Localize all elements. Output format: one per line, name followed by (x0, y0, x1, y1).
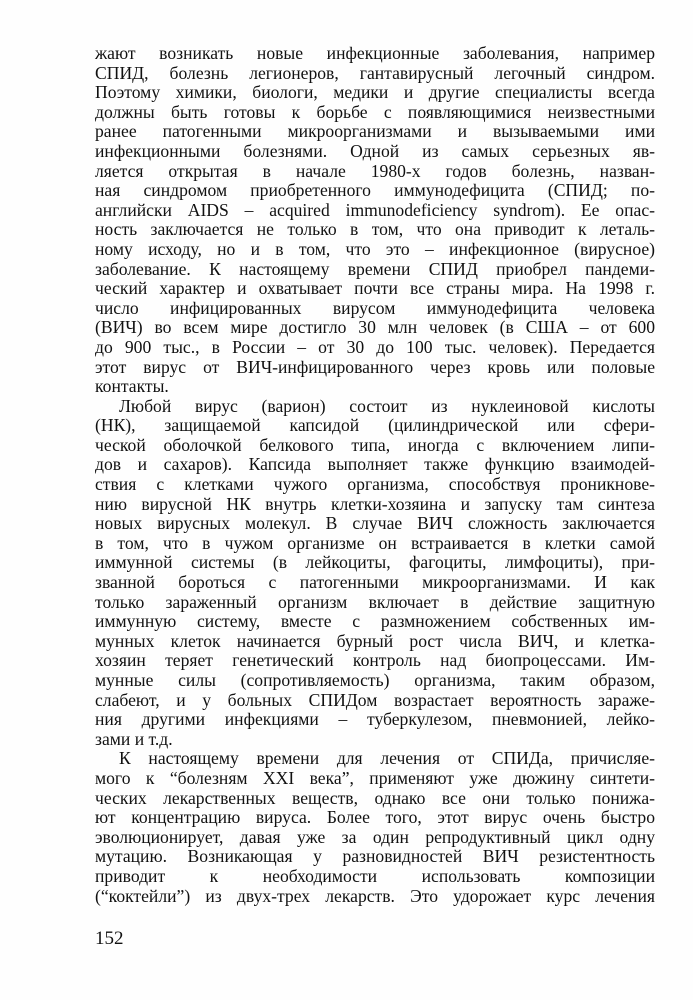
text-line: званной бороться с патогенными микроорганизмами. И как (95, 572, 655, 593)
text-line: английски AIDS – acquired immunodeficiency syndrom). Ее опас- (95, 199, 655, 220)
text-line: ранее патогенными микроорганизмами и вызываемыми ими (95, 121, 655, 142)
text-line: ная синдромом приобретенного иммунодефицита (СПИД; по- (95, 180, 655, 201)
page-number: 152 (95, 928, 124, 949)
text-line: (“коктейли”) из двух-трех лекарств. Это удорожает курс лечения (95, 885, 655, 906)
text-line: хозяин теряет генетический контроль над биопроцессами. Им- (95, 650, 655, 671)
paragraph-virus-structure (95, 397, 655, 750)
text-line: мого к “болезням XXI века”, применяют уже дюжину синтети- (95, 767, 655, 788)
text-line: ному исходу, но и в том, что это – инфекционное (вирусное) (95, 238, 655, 259)
paragraph-aids-intro (95, 44, 655, 397)
text-line: СПИД, болезнь легионеров, гантавирусный легочный синдром. (95, 62, 655, 83)
text-line: инфекционными болезнями. Одной из самых серьезных яв- (95, 140, 655, 161)
text-line: заболевание. К настоящему времени СПИД приобрел пандеми- (95, 258, 655, 279)
text-line: ность заключается не только в том, что она приводит к леталь- (95, 219, 655, 240)
text-line: ческой оболочкой белкового типа, иногда с включением липи- (95, 434, 655, 455)
text-line: до 900 тыс., в России – от 30 до 100 тыс. человек). Передается (95, 336, 655, 357)
text-line: ют концентрацию вируса. Более того, этот вирус очень быстро (95, 807, 655, 828)
text-line: мутацию. Возникающая у разновидностей ВИЧ резистентность (95, 846, 655, 867)
text-line: (НК), защищаемой капсидой (цилиндрической или сфери- (95, 415, 655, 436)
text-line: в том, что в чужом организме он встраивается в клетки самой (95, 532, 655, 553)
text-line: нию вирусной НК внутрь клетки-хозяина и запуску там синтеза (95, 493, 655, 514)
text-line: число инфицированных вирусом иммунодефицита человека (95, 297, 655, 318)
page-body (95, 44, 655, 906)
text-line: зами и т.д. (95, 728, 173, 749)
text-line: Любой вирус (варион) состоит из нуклеиновой кислоты (119, 395, 655, 416)
text-line: ния другими инфекциями – туберкулезом, пневмонией, лейко- (95, 709, 655, 730)
text-line: жают возникать новые инфекционные заболевания, например (95, 43, 655, 63)
text-line: дов и сахаров). Капсида выполняет также функцию взаимодей- (95, 454, 655, 475)
text-line: (ВИЧ) во всем мире достигло 30 млн человек (в США – от 600 (95, 317, 655, 338)
text-line: контакты. (95, 376, 169, 397)
text-line: только зараженный организм включает в действие защитную (95, 591, 655, 612)
text-line: мунные силы (сопротивляемость) организма, таким образом, (95, 670, 655, 690)
text-line: ческий характер и охватывает почти все страны мира. На 1998 г. (95, 278, 655, 299)
text-line: ствия с клетками чужого организма, способствуя проникнове- (95, 474, 655, 495)
text-line: К настоящему времени для лечения от СПИДа, причисляе- (119, 748, 655, 769)
text-line: ческих лекарственных веществ, однако все они только понижа- (95, 787, 655, 808)
text-line: Поэтому химики, биологи, медики и другие специалисты всегда (95, 82, 655, 103)
text-line: мунных клеток начинается бурный рост числа ВИЧ, и клетка- (95, 630, 655, 651)
text-line: эволюционирует, давая уже за один репродуктивный цикл одну (95, 826, 655, 847)
paragraph-aids-treatment (95, 749, 655, 906)
text-line: новых вирусных молекул. В случае ВИЧ сложность заключается (95, 513, 655, 534)
text-line: должны быть готовы к борьбе с появляющимися неизвестными (95, 101, 655, 122)
text-line: иммунной системы (в лейкоциты, фагоциты, лимфоциты), при- (95, 552, 655, 573)
text-line: приводит к необходимости использовать композиции (95, 865, 655, 886)
text-line: этот вирус от ВИЧ-инфицированного через кровь или половые (95, 356, 655, 377)
text-line: слабеют, и у больных СПИДом возрастает вероятность зараже- (95, 689, 655, 710)
text-line: ляется открытая в начале 1980-х годов болезнь, назван- (95, 160, 655, 181)
text-line: иммунную систему, вместе с размножением собственных им- (95, 611, 655, 632)
